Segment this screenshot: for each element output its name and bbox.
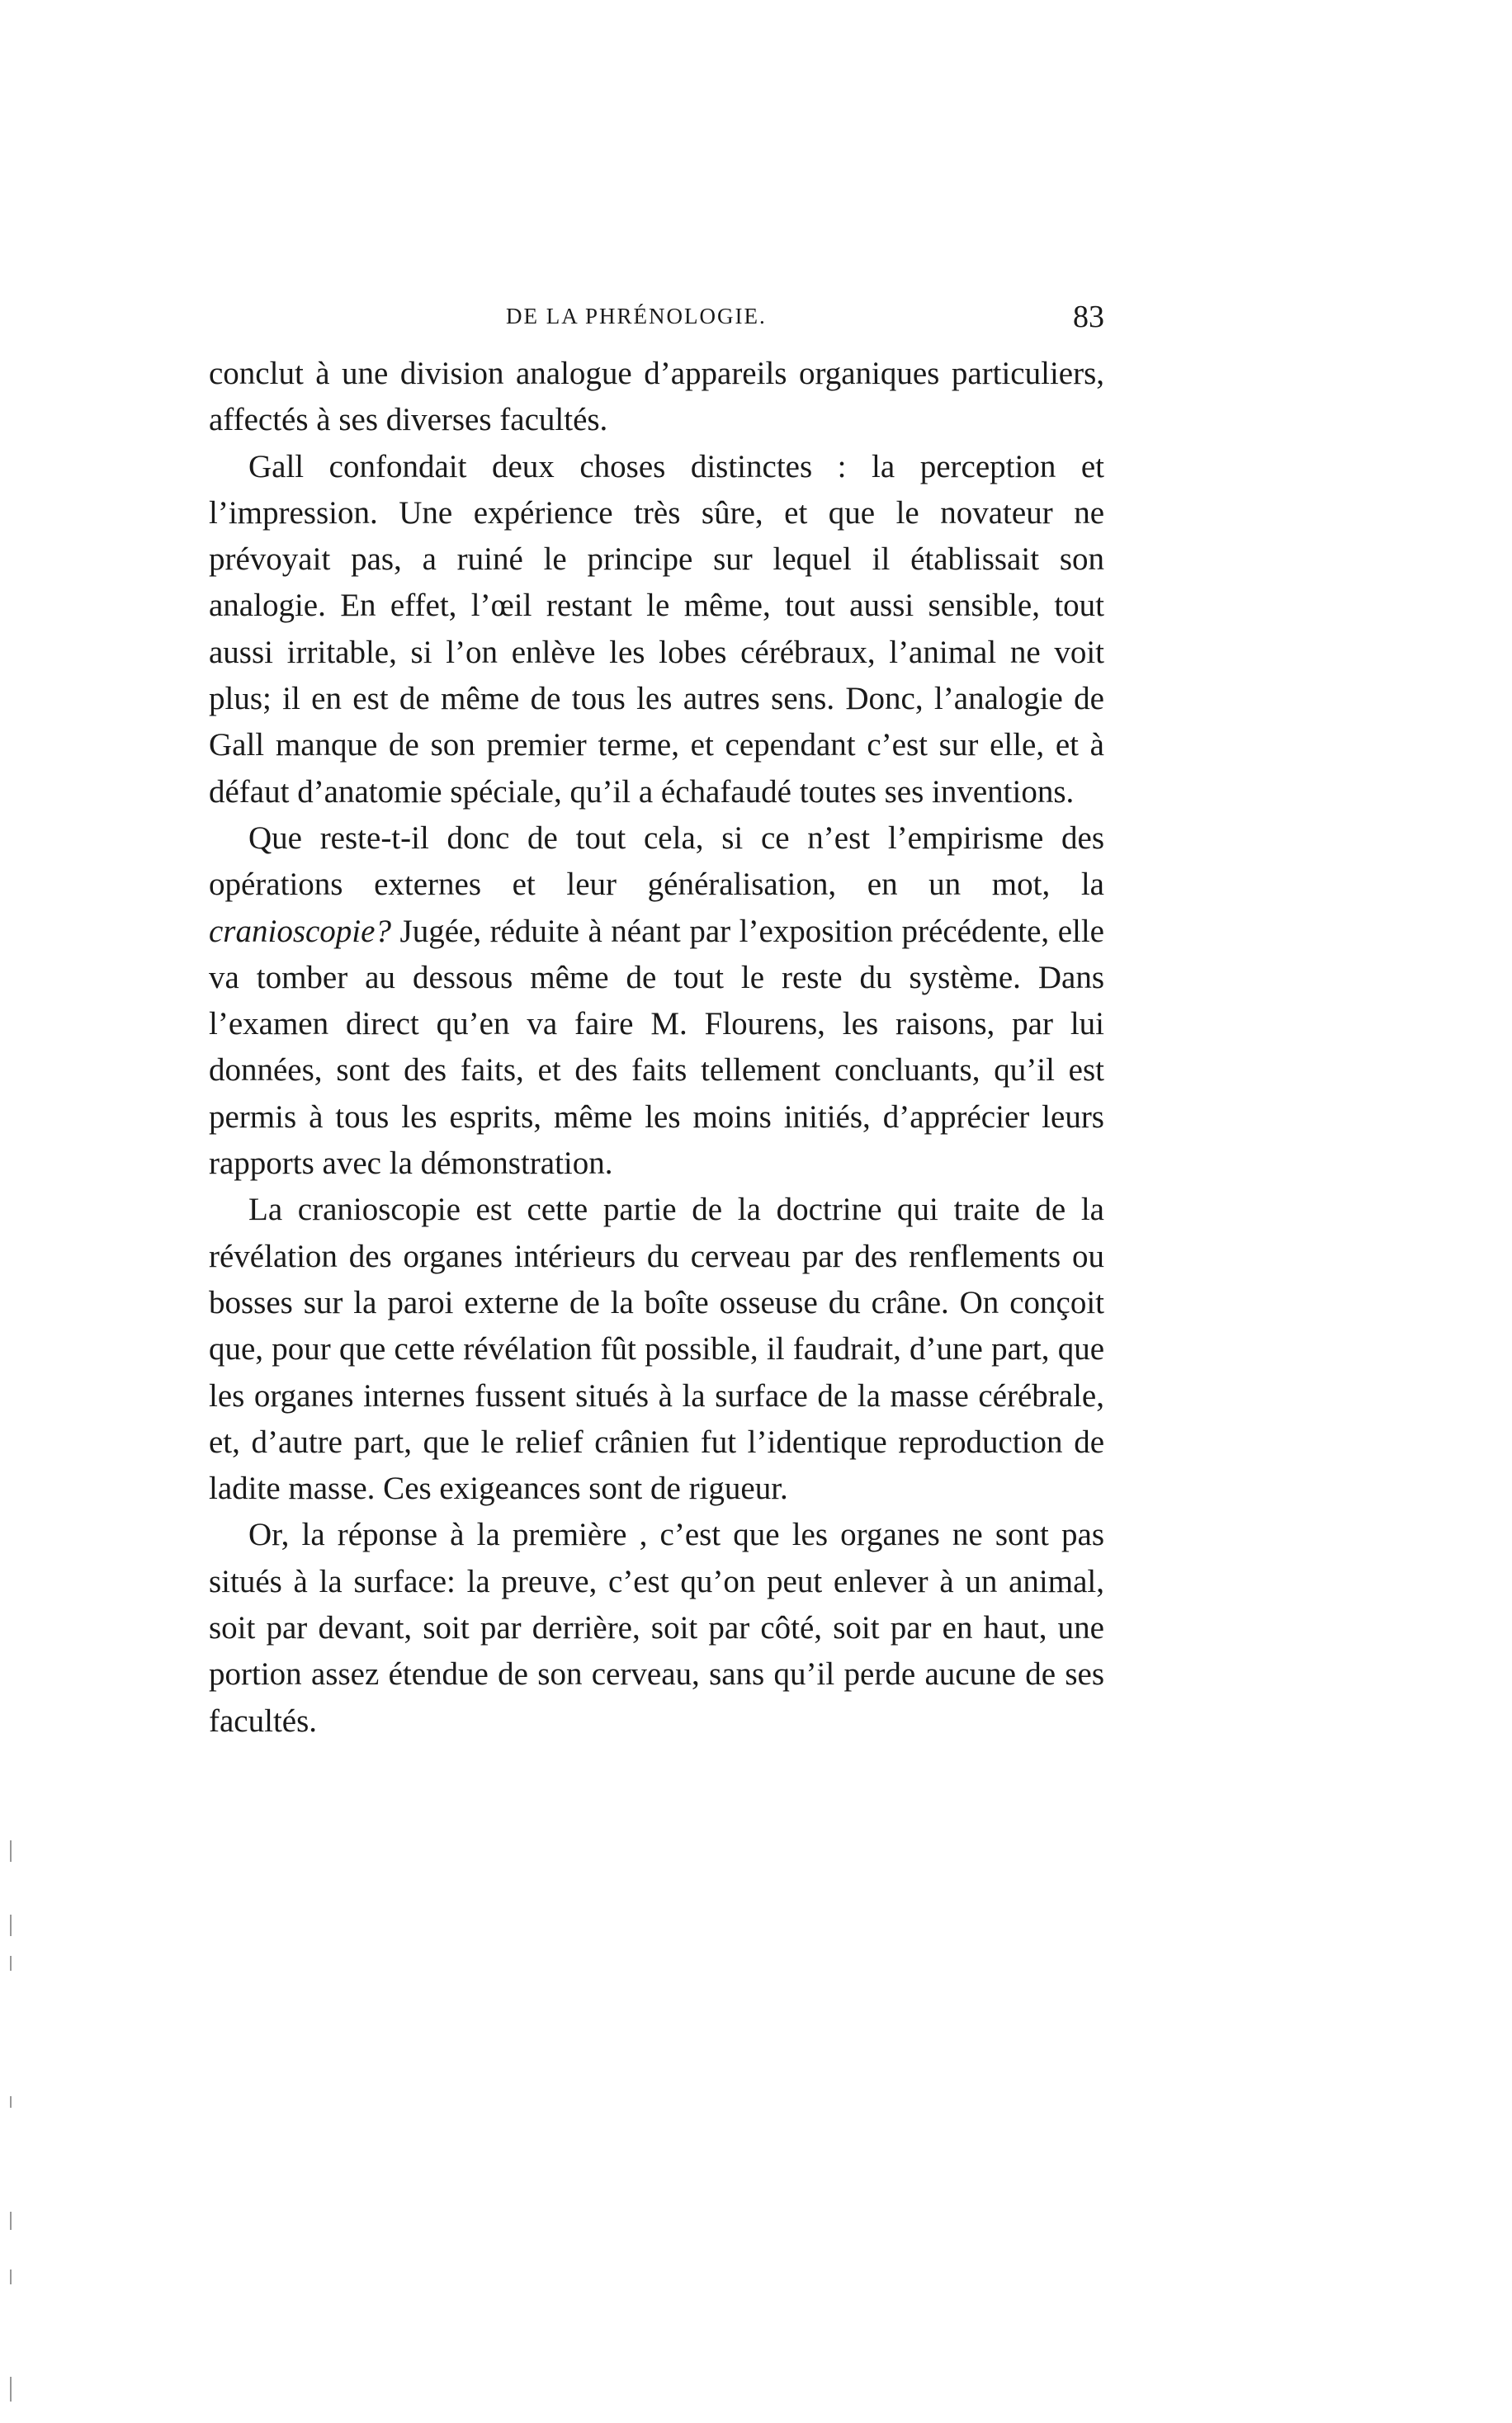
paragraph-3 <box>209 815 1104 1187</box>
paragraph-3-text-end: Jugée, réduite à néant par l’exposition précédente, elle va tomber au dessous même de tout le reste du système. Dans l’examen direct qu’en va faire M. Flourens, les raisons, par lui données, sont des faits, et des faits tellement concluants, qu’il est permis à tous les esprits, même les moins initiés, d’apprécier leurs rapports avec la démonstration. <box>209 913 1104 1182</box>
paragraph-3-text-start: Que reste-t-il donc de tout cela, si ce n’est l’empirisme des opérations externes et leur généralisation, en un mot, la <box>209 819 1104 903</box>
page-number: 83 <box>1073 300 1104 334</box>
scan-mark <box>10 2212 12 2230</box>
scan-mark <box>10 2377 12 2402</box>
paragraph-4: La cranioscopie est cette partie de la doctrine qui traite de la révélation des organes intérieurs du cerveau par des renflements ou bosses sur la paroi externe de la boîte osseuse du crâne. On conçoit que, pour que cette révélation fût possible, il faudrait, d’une part, que les organes internes fussent situés à la surface de la masse cérébrale, et, d’autre part, que le relief crânien fut l’identique reproduction de ladite masse. Ces exigeances sont de rigueur. <box>209 1192 1104 1507</box>
running-title: DE LA PHRÉNOLOGIE. <box>506 304 767 328</box>
running-head <box>209 299 1104 340</box>
scan-mark <box>10 1840 12 1862</box>
scan-mark <box>10 2096 12 2108</box>
text-body <box>209 351 1104 1745</box>
scan-mark <box>10 2269 12 2284</box>
scan-mark <box>10 1915 12 1936</box>
paragraph-5: Or, la réponse à la première , c’est que les organes ne sont pas situés à la surface: la preuve, c’est qu’on peut enlever à un animal, soit par devant, soit par derrière, soit par côté, soit par en haut, une portion assez étendue de son cerveau, sans qu’il perde aucune de ses facultés. <box>209 1517 1104 1739</box>
paragraph-1: conclut à une division analogue d’appareils organiques particuliers, affectés à ses diverses facultés. <box>209 356 1104 438</box>
paragraph-2: Gall confondait deux choses distinctes : la perception et l’impression. Une expérience très sûre, et que le novateur ne prévoyait pas, a ruiné le principe sur lequel il établissait son analogie. En effet, l’œil restant le même, tout aussi sensible, tout aussi irritable, si l’on enlève les lobes cérébraux, l’animal ne voit plus; il en est de même de tous les autres sens. Donc, l’analogie de Gall manque de son premier terme, et cependant c’est sur elle, et à défaut d’anatomie spéciale, qu’il a échafaudé toutes ses inventions. <box>209 448 1104 810</box>
paragraph-3-italic-term: cranioscopie? <box>209 913 391 949</box>
scan-mark <box>10 1956 12 1971</box>
